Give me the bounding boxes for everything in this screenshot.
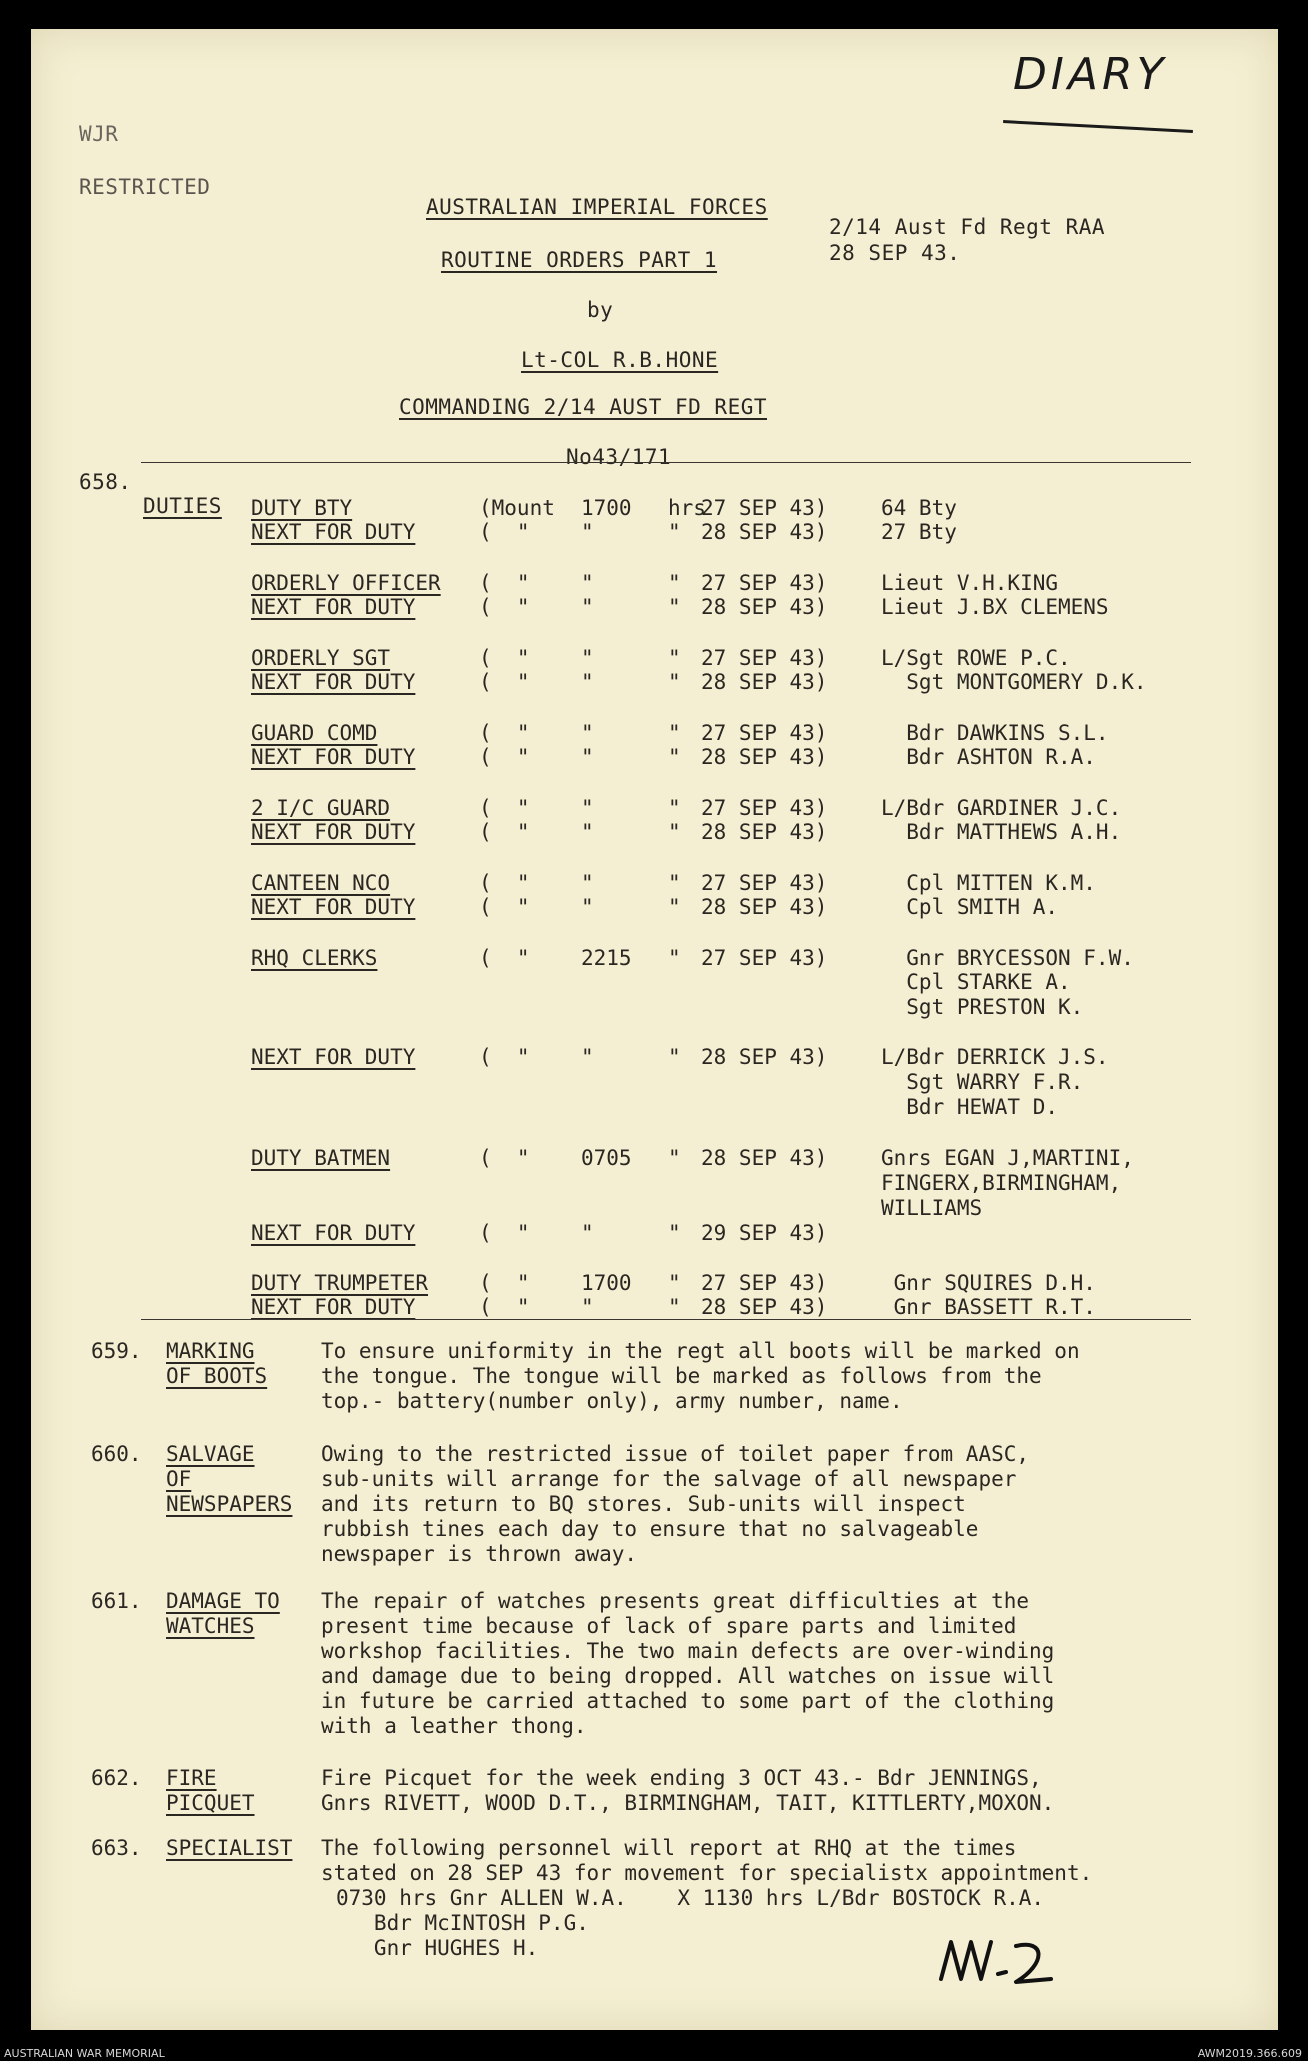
duty-role: NEXT FOR DUTY <box>251 595 416 619</box>
order-heading: WATCHES <box>166 1614 255 1638</box>
duty-hrs: " <box>668 670 681 694</box>
order-heading: OF BOOTS <box>166 1364 268 1388</box>
duty-date: 27 SEP 43) <box>701 871 828 895</box>
duty-time: 0705 <box>581 1146 632 1170</box>
duty-role: 2 I/C GUARD <box>251 796 391 820</box>
duty-time-mark: ( " <box>479 646 530 670</box>
duty-time-mark: ( " <box>479 871 530 895</box>
duty-time: " <box>581 721 594 745</box>
duty-time-mark: ( " <box>479 946 530 970</box>
duty-time-mark: ( " <box>479 796 530 820</box>
duty-date: 28 SEP 43) <box>701 820 828 844</box>
duty-hrs: hrs <box>668 496 706 520</box>
duty-date: 27 SEP 43) <box>701 1271 828 1295</box>
by-label: by <box>587 298 614 322</box>
duty-role: DUTY BATMEN <box>251 1146 391 1170</box>
duty-assignee: Bdr DAWKINS S.L. <box>881 721 1109 745</box>
order-heading: OF <box>166 1467 192 1491</box>
order-text-line: Gnr HUGHES H. <box>336 1936 539 1960</box>
duty-time-mark: ( " <box>479 721 530 745</box>
duty-role: NEXT FOR DUTY <box>251 1221 416 1245</box>
duty-time: " <box>581 1295 594 1319</box>
duty-time-mark: ( " <box>479 1271 530 1295</box>
duty-time: " <box>581 1221 594 1245</box>
duty-date: 28 SEP 43) <box>701 1146 828 1170</box>
order-text-line: in future be carried attached to some part of the clothing <box>321 1689 1055 1713</box>
footer-left: AUSTRALIAN WAR MEMORIAL <box>4 2047 165 2060</box>
duty-assignee: Gnr BRYCESSON F.W. <box>881 946 1134 970</box>
duty-hrs: " <box>668 895 681 919</box>
duty-assignee: Cpl SMITH A. <box>881 895 1059 919</box>
duty-time-mark: ( " <box>479 670 530 694</box>
diary-stamp: DIARY <box>1013 49 1168 100</box>
duty-assignee: 64 Bty <box>881 496 957 520</box>
duty-hrs: " <box>668 946 681 970</box>
force-title: AUSTRALIAN IMPERIAL FORCES <box>426 195 768 219</box>
duty-time-mark: ( " <box>479 571 530 595</box>
order-text-line: and its return to BQ stores. Sub-units will inspect <box>321 1492 966 1516</box>
duty-hrs: " <box>668 1221 681 1245</box>
duty-role: NEXT FOR DUTY <box>251 1045 416 1069</box>
duties-number: 658. <box>79 470 132 494</box>
duty-date: 28 SEP 43) <box>701 895 828 919</box>
duty-date: 28 SEP 43) <box>701 520 828 544</box>
duty-hrs: " <box>668 1271 681 1295</box>
duty-assignee: L/Bdr GARDINER J.C. <box>881 796 1122 820</box>
order-text-line: 0730 hrs Gnr ALLEN W.A. X 1130 hrs L/Bdr BOSTOCK R.A. <box>336 1886 1045 1910</box>
commander-name: Lt-COL R.B.HONE <box>521 348 719 372</box>
duty-time: " <box>581 796 594 820</box>
duty-role: ORDERLY OFFICER <box>251 571 441 595</box>
duty-assignee: Cpl STARKE A. <box>881 970 1071 994</box>
order-number: 660. <box>91 1442 142 1466</box>
order-text-line: the tongue. The tongue will be marked as follows from the <box>321 1364 1042 1388</box>
duty-hrs: " <box>668 871 681 895</box>
duty-assignee: Lieut V.H.KING <box>881 571 1059 595</box>
duty-assignee: 27 Bty <box>881 520 957 544</box>
separator-top <box>141 462 1191 463</box>
order-text-line: Bdr McINTOSH P.G. <box>336 1911 589 1935</box>
duty-assignee: Lieut J.BX CLEMENS <box>881 595 1109 619</box>
order-text-line: Owing to the restricted issue of toilet paper from AASC, <box>321 1442 1030 1466</box>
duty-hrs: " <box>668 1295 681 1319</box>
duty-role: NEXT FOR DUTY <box>251 820 416 844</box>
duty-time-mark: ( " <box>479 1221 530 1245</box>
duty-time: " <box>581 871 594 895</box>
order-text-line: and damage due to being dropped. All watches on issue will <box>321 1664 1055 1688</box>
duty-role: NEXT FOR DUTY <box>251 1295 416 1319</box>
duty-assignee: Bdr MATTHEWS A.H. <box>881 820 1122 844</box>
classification: RESTRICTED <box>79 175 211 199</box>
duty-role: NEXT FOR DUTY <box>251 670 416 694</box>
duty-time-mark: ( " <box>479 895 530 919</box>
footer-right: AWM2019.366.609 <box>1197 2047 1302 2060</box>
duty-time: " <box>581 520 594 544</box>
separator-bottom <box>141 1319 1191 1320</box>
duty-hrs: " <box>668 745 681 769</box>
duty-assignee: Gnr SQUIRES D.H. <box>881 1271 1096 1295</box>
duty-assignee: Cpl MITTEN K.M. <box>881 871 1096 895</box>
duty-time: " <box>581 820 594 844</box>
duty-date: 27 SEP 43) <box>701 946 828 970</box>
order-heading: MARKING <box>166 1339 255 1363</box>
duty-hrs: " <box>668 646 681 670</box>
duty-time: " <box>581 745 594 769</box>
duty-date: 28 SEP 43) <box>701 1295 828 1319</box>
duty-date: 27 SEP 43) <box>701 496 828 520</box>
order-text-line: present time because of lack of spare parts and limited <box>321 1614 1017 1638</box>
duty-role: GUARD COMD <box>251 721 378 745</box>
duty-date: 27 SEP 43) <box>701 796 828 820</box>
duty-time: 1700 <box>581 1271 632 1295</box>
duty-date: 27 SEP 43) <box>701 721 828 745</box>
order-text-line: top.- battery(number only), army number, name. <box>321 1389 903 1413</box>
duty-hrs: " <box>668 595 681 619</box>
order-number: 662. <box>91 1766 142 1790</box>
duty-time: " <box>581 646 594 670</box>
duty-date: 29 SEP 43) <box>701 1221 828 1245</box>
duty-assignee: FINGERX,BIRMINGHAM, <box>881 1171 1122 1195</box>
order-heading: NEWSPAPERS <box>166 1492 293 1516</box>
duty-role: ORDERLY SGT <box>251 646 391 670</box>
duty-time-mark: ( " <box>479 820 530 844</box>
order-text-line: rubbish tines each day to ensure that no salvageable <box>321 1517 979 1541</box>
duty-time-mark: ( " <box>479 1295 530 1319</box>
order-text-line: stated on 28 SEP 43 for movement for specialistx appointment. <box>321 1861 1093 1885</box>
duty-hrs: " <box>668 721 681 745</box>
duty-assignee: Gnrs EGAN J,MARTINI, <box>881 1146 1134 1170</box>
commanding-line: COMMANDING 2/14 AUST FD REGT <box>399 395 768 419</box>
unit-name: 2/14 Aust Fd Regt RAA <box>829 215 1106 239</box>
order-number: 659. <box>91 1339 142 1363</box>
duty-time: 2215 <box>581 946 632 970</box>
order-date: 28 SEP 43. <box>829 241 961 265</box>
duty-hrs: " <box>668 796 681 820</box>
order-text-line: workshop facilities. The two main defects are over-winding <box>321 1639 1055 1663</box>
duty-date: 28 SEP 43) <box>701 745 828 769</box>
duty-assignee: L/Bdr DERRICK J.S. <box>881 1045 1109 1069</box>
duty-assignee: Bdr ASHTON R.A. <box>881 745 1096 769</box>
order-heading: SPECIALIST <box>166 1836 293 1860</box>
duty-time-mark: ( " <box>479 745 530 769</box>
duty-hrs: " <box>668 571 681 595</box>
duty-role: NEXT FOR DUTY <box>251 895 416 919</box>
duty-date: 28 SEP 43) <box>701 1045 828 1069</box>
duty-assignee: Sgt WARRY F.R. <box>881 1070 1084 1094</box>
duty-date: 28 SEP 43) <box>701 670 828 694</box>
order-heading: PICQUET <box>166 1791 255 1815</box>
order-text-line: Fire Picquet for the week ending 3 OCT 43.- Bdr JENNINGS, <box>321 1766 1042 1790</box>
duty-hrs: " <box>668 520 681 544</box>
order-text-line: newspaper is thrown away. <box>321 1542 638 1566</box>
duty-time: " <box>581 670 594 694</box>
duty-assignee: WILLIAMS <box>881 1196 983 1220</box>
diary-underline <box>1003 120 1193 133</box>
duty-time: " <box>581 595 594 619</box>
ref-initials: WJR <box>79 122 119 146</box>
duties-heading: DUTIES <box>143 494 222 518</box>
order-text-line: The following personnel will report at RHQ at the times <box>321 1836 1017 1860</box>
duty-time: " <box>581 571 594 595</box>
document-page <box>31 29 1278 2030</box>
order-text-line: The repair of watches presents great difficulties at the <box>321 1589 1030 1613</box>
order-heading: SALVAGE <box>166 1442 255 1466</box>
duty-role: DUTY BTY <box>251 496 353 520</box>
duty-time: " <box>581 895 594 919</box>
duty-time-mark: ( " <box>479 520 530 544</box>
duty-time-mark: ( " <box>479 1146 530 1170</box>
duty-time-mark: (Mount <box>479 496 555 520</box>
duty-role: DUTY TRUMPETER <box>251 1271 429 1295</box>
order-text-line: with a leather thong. <box>321 1714 587 1738</box>
duty-time-mark: ( " <box>479 1045 530 1069</box>
duty-role: RHQ CLERKS <box>251 946 378 970</box>
order-number: 661. <box>91 1589 142 1613</box>
order-number: No43/171 <box>566 445 672 469</box>
order-heading: FIRE <box>166 1766 217 1790</box>
orders-title: ROUTINE ORDERS PART 1 <box>441 248 718 272</box>
duty-date: 27 SEP 43) <box>701 646 828 670</box>
order-number: 663. <box>91 1836 142 1860</box>
signature-mark <box>936 1934 1076 1994</box>
duty-assignee: Bdr HEWAT D. <box>881 1095 1059 1119</box>
duty-role: NEXT FOR DUTY <box>251 520 416 544</box>
duty-hrs: " <box>668 820 681 844</box>
order-text-line: To ensure uniformity in the regt all boots will be marked on <box>321 1339 1080 1363</box>
duty-date: 27 SEP 43) <box>701 571 828 595</box>
order-text-line: sub-units will arrange for the salvage of all newspaper <box>321 1467 1017 1491</box>
order-text-line: Gnrs RIVETT, WOOD D.T., BIRMINGHAM, TAIT, KITTLERTY,MOXON. <box>321 1791 1055 1815</box>
order-heading: DAMAGE TO <box>166 1589 280 1613</box>
duty-role: NEXT FOR DUTY <box>251 745 416 769</box>
duty-time: " <box>581 1045 594 1069</box>
duty-assignee: Sgt MONTGOMERY D.K. <box>881 670 1147 694</box>
duty-hrs: " <box>668 1146 681 1170</box>
duty-time: 1700 <box>581 496 632 520</box>
duty-assignee: Gnr BASSETT R.T. <box>881 1295 1096 1319</box>
duty-role: CANTEEN NCO <box>251 871 391 895</box>
duty-hrs: " <box>668 1045 681 1069</box>
duty-assignee: L/Sgt ROWE P.C. <box>881 646 1071 670</box>
duty-assignee: Sgt PRESTON K. <box>881 995 1084 1019</box>
duty-time-mark: ( " <box>479 595 530 619</box>
duty-date: 28 SEP 43) <box>701 595 828 619</box>
